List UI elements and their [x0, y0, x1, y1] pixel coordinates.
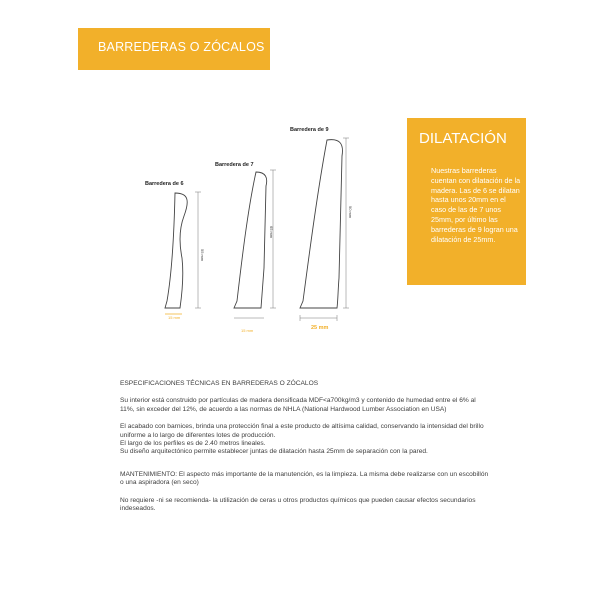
recommendation-paragraph: No requiere -ni se recomienda- la utilización de ceras u otros productos químicos que pueden causar efectos secundarios indeseados. [120, 496, 476, 513]
profile-6-width: 15 mm [168, 315, 181, 320]
profile-6 [145, 181, 205, 320]
maintenance-paragraph: MANTENIMIENTO: El aspecto más importante de la manutención, es la limpieza. La misma debe realizarse con un escobillón o una aspiradora (en seco) [120, 470, 489, 487]
specs-paragraph-1: Su interior está construido por partículas de madera densificada MDF<a700kg/m3 y contenido de humedad entre el 6% al 11%, sin exceder del 12%, de acuerdo a las normas de NHLA (National Hardwood Lumber Association en USA) [120, 397, 476, 413]
profile-drawings [130, 118, 370, 338]
profile-9-height: 90 mm [348, 206, 353, 219]
profile-9-shape [300, 140, 342, 308]
header-bar [78, 28, 270, 70]
specs-paragraph-2: El acabado con barnices, brinda una protección final a este producto de altísima calidad, conservando la intensidad del brillo uniforme a lo largo de diferentes lotes de producción. [120, 423, 484, 439]
dilatacion-box [407, 118, 526, 285]
page-title: BARREDERAS O ZÓCALOS [98, 40, 265, 54]
profile-7-height: 65 mm [269, 226, 274, 239]
profile-6-name: Barredera de 6 [145, 181, 184, 187]
profile-7-width: 15 mm [241, 328, 254, 333]
specs-paragraph-3: El largo de los perfiles es de 2.40 metros lineales. [120, 440, 266, 448]
profile-7 [215, 162, 276, 333]
profile-7-shape [234, 172, 267, 308]
specs-section [120, 380, 492, 513]
specs-heading: ESPECIFICACIONES TÉCNICAS EN BARREDERAS O ZÓCALOS [120, 380, 319, 387]
profile-6-shape [165, 193, 187, 308]
profile-9 [290, 127, 353, 331]
profile-6-height: 55 mm [200, 249, 205, 262]
profile-9-name: Barredera de 9 [290, 127, 329, 133]
profile-9-width: 25 mm [311, 325, 329, 331]
dilatacion-text: Nuestras barrederas cuentan con dilatación de la madera. Las de 6 se dilatan hasta unos 20mm en el caso de las de 7 unos 25mm, por último las barrederas de 9 logran una dilatación de 25mm. [431, 166, 521, 244]
profile-7-name: Barredera de 7 [215, 162, 254, 168]
dilatacion-title: DILATACIÓN [419, 130, 507, 147]
specs-paragraph-4: Su diseño arquitectónico permite establecer juntas de dilatación hasta 25mm de separación con la pared. [120, 448, 428, 456]
